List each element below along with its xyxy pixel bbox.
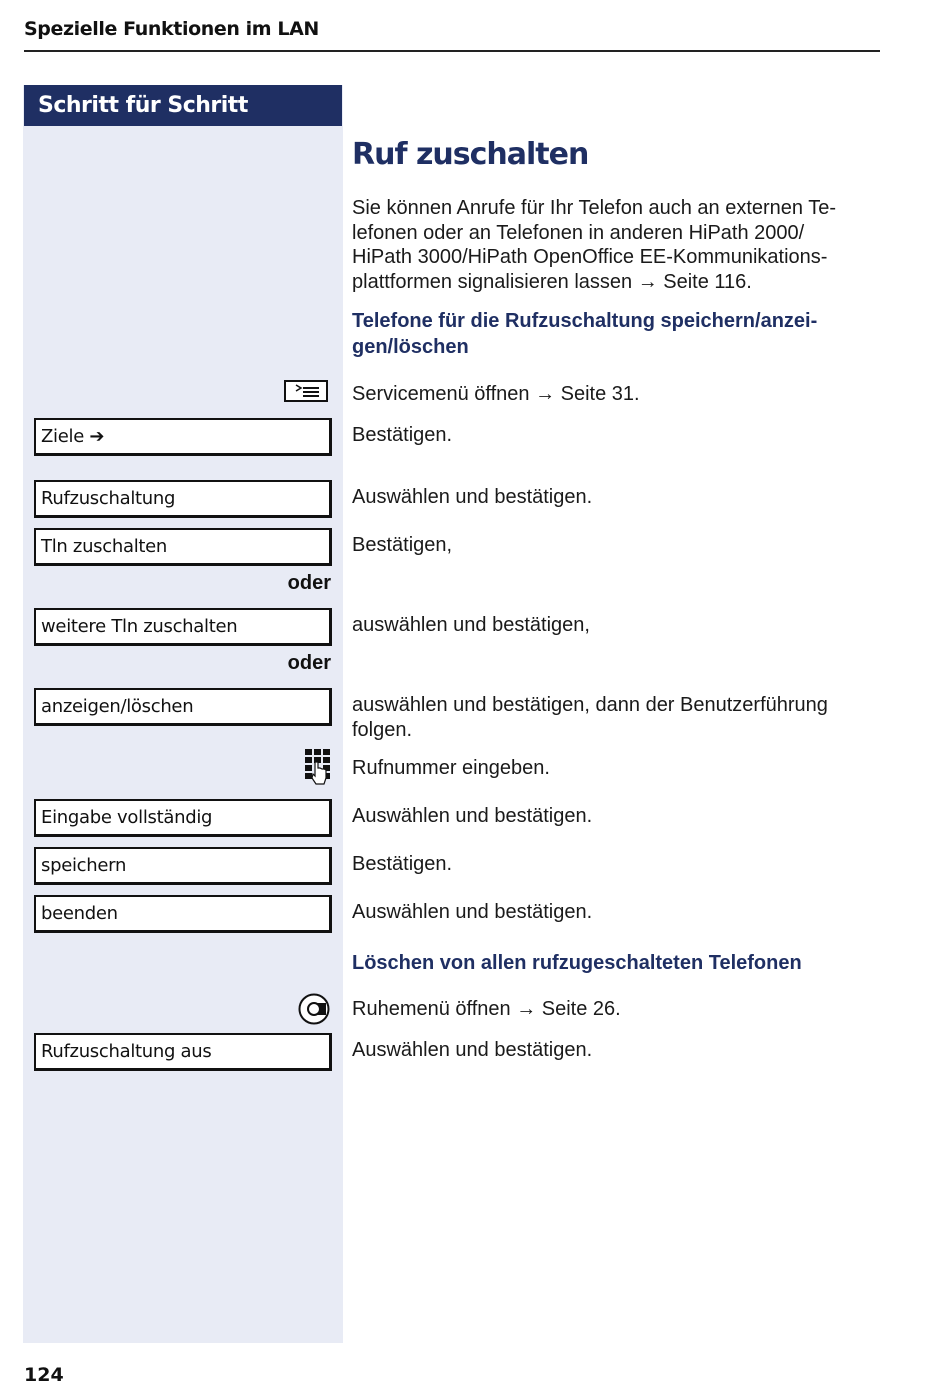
softkey-beenden[interactable]: beenden — [34, 895, 332, 933]
page-number: 124 — [24, 1364, 64, 1386]
softkey-ziele[interactable]: Ziele ➔ — [34, 418, 332, 456]
softkey-rufzuschaltung[interactable]: Rufzuschaltung — [34, 480, 332, 518]
softkey-rufzuschaltung-aus[interactable]: Rufzuschaltung aus — [34, 1033, 332, 1071]
softkey-speichern[interactable]: speichern — [34, 847, 332, 885]
or-label: oder — [287, 652, 331, 674]
page-title: Ruf zuschalten — [352, 137, 589, 172]
intro-line: Sie können Anrufe für Ihr Telefon auch an externen Te- — [352, 197, 837, 219]
softkey-weitere-tln[interactable]: weitere Tln zuschalten — [34, 608, 332, 646]
step-text-eingabe: Auswählen und bestätigen. — [352, 805, 593, 827]
step-text-line: folgen. — [352, 718, 413, 741]
step-text-weitere: auswählen und bestätigen, — [352, 614, 590, 636]
intro-line: plattformen signalisieren lassen → Seite 116. — [352, 270, 752, 293]
step-text-aus: Auswählen und bestätigen. — [352, 1039, 593, 1061]
heading-line: Telefone für die Rufzuschaltung speichern/anzei- — [352, 310, 818, 332]
step-text-tln: Bestätigen, — [352, 534, 453, 556]
softkey-anzeigen-loeschen[interactable]: anzeigen/löschen — [34, 688, 332, 726]
header-rule — [24, 50, 880, 52]
intro-line: HiPath 3000/HiPath OpenOffice EE-Kommunikations- — [352, 246, 828, 268]
section-header: Spezielle Funktionen im LAN — [24, 18, 319, 40]
step-text-rufzuschaltung: Auswählen und bestätigen. — [352, 486, 593, 508]
heading-line: gen/löschen — [352, 336, 469, 358]
step-text-rufnummer: Rufnummer eingeben. — [352, 757, 550, 779]
service-menu-icon — [284, 380, 328, 402]
section-heading-delete: Löschen von allen rufzugeschalteten Telefonen — [352, 952, 802, 974]
intro-line: lefonen oder an Telefonen in anderen HiPath 2000/ — [352, 221, 805, 244]
step-text-speichern: Bestätigen. — [352, 853, 453, 875]
or-label: oder — [287, 572, 331, 594]
rest-menu-key-icon — [298, 993, 330, 1025]
step-text-anzeigen — [352, 693, 828, 742]
keypad-icon — [304, 748, 332, 786]
intro-paragraph — [352, 196, 836, 294]
section-heading-save — [352, 308, 817, 360]
softkey-eingabe-vollstaendig[interactable]: Eingabe vollständig — [34, 799, 332, 837]
step-text-beenden: Auswählen und bestätigen. — [352, 901, 593, 923]
step-text-ziele: Bestätigen. — [352, 424, 453, 446]
step-text-line: auswählen und bestätigen, dann der Benutzerführung — [352, 694, 828, 716]
step-text-ruhemenu: Ruhemenü öffnen → Seite 26. — [352, 998, 621, 1020]
softkey-tln-zuschalten[interactable]: Tln zuschalten — [34, 528, 332, 566]
sidebar-title: Schritt für Schritt — [24, 85, 342, 126]
step-text-servicemenu: Servicemenü öffnen → Seite 31. — [352, 383, 640, 405]
